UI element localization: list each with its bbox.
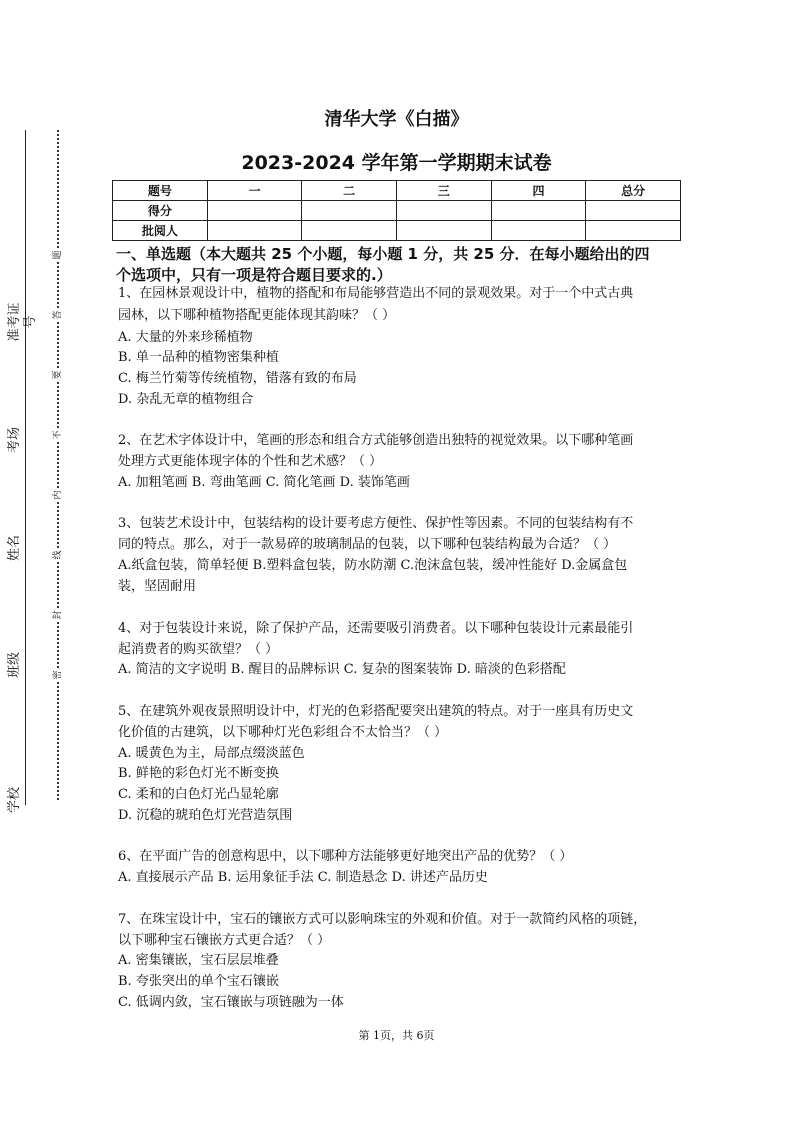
- question-stem: 2、在艺术字体设计中，笔画的形态和组合方式能够创造出独特的视觉效果。以下哪种笔画: [118, 433, 634, 448]
- seal-char: 线: [53, 550, 63, 560]
- side-label: 考场: [7, 415, 23, 465]
- grader-cell: [586, 221, 681, 241]
- question-line: 处理方式更能体现字体的个性和艺术感？（ ）: [118, 454, 383, 469]
- question-line: A. 暖黄色为主，局部点缀淡蓝色: [118, 746, 305, 761]
- score-cell: [586, 201, 681, 221]
- question-stem: 3、包装艺术设计中，包装结构的设计要考虑方便性、保护性等因素。不同的包装结构有不: [118, 516, 634, 531]
- question-line: A. 简洁的文字说明 B. 醒目的品牌标识 C. 复杂的图案装饰 D. 暗淡的色彩搭配: [118, 662, 566, 677]
- side-label: 班级: [7, 640, 23, 690]
- question-stem: 7、在珠宝设计中，宝石的镶嵌方式可以影响珠宝的外观和价值。对于一款简约风格的项链，: [118, 912, 647, 927]
- question-line: B. 夸张突出的单个宝石镶嵌: [118, 974, 279, 989]
- score-row: [113, 201, 681, 221]
- section-heading: 一、单选题（本大题共 25 个小题，每小题 1 分，共 25 分．在每小题给出的四: [116, 245, 650, 263]
- binding-line: [25, 130, 26, 805]
- score-table: [112, 180, 681, 241]
- score-cell: [491, 201, 586, 221]
- seal-char: 内: [53, 490, 63, 500]
- question-stem: 4、对于包装设计来说，除了保护产品，还需要吸引消费者。以下哪种包装设计元素最能引: [118, 621, 634, 636]
- header-cell: 四: [491, 181, 586, 201]
- seal-char: 答: [53, 310, 63, 320]
- side-label: 姓名: [7, 523, 23, 573]
- question-line: 以下哪种宝石镶嵌方式更合适？（ ）: [118, 933, 331, 948]
- score-cell: [396, 201, 491, 221]
- header-cell: 题号: [113, 181, 208, 201]
- header-cell: 三: [396, 181, 491, 201]
- seal-char: 要: [53, 370, 63, 380]
- question-line: 化价值的古建筑，以下哪种灯光色彩组合不太恰当？（ ）: [118, 725, 448, 740]
- grader-cell: [302, 221, 397, 241]
- section-heading: 个选项中，只有一项是符合题目要求的.）: [116, 266, 392, 284]
- question-stem: 1、在园林景观设计中，植物的搭配和布局能够营造出不同的景观效果。对于一个中式古典: [118, 286, 634, 301]
- question-stem: 6、在平面广告的创意构思中，以下哪种方法能够更好地突出产品的优势？（ ）: [118, 849, 573, 864]
- row-label: 批阅人: [113, 221, 208, 241]
- question-line: 起消费者的购买欲望？（ ）: [118, 642, 279, 657]
- score-cell: [207, 201, 302, 221]
- grader-cell: [396, 221, 491, 241]
- question-line: D. 沉稳的琥珀色灯光营造氛围: [118, 808, 293, 823]
- grader-row: [113, 221, 681, 241]
- question-line: D. 杂乱无章的植物组合: [118, 392, 254, 407]
- seal-char: 封: [53, 610, 63, 620]
- question-line: C. 柔和的白色灯光凸显轮廓: [118, 787, 279, 802]
- question-line: A.纸盒包装，简单轻便 B.塑料盒包装，防水防潮 C.泡沫盒包装，缓冲性能好 D.金属盒包: [118, 558, 628, 573]
- question-line: A. 直接展示产品 B. 运用象征手法 C. 制造悬念 D. 讲述产品历史: [118, 870, 488, 885]
- seal-char: 题: [53, 250, 63, 260]
- seal-dotted-line: [57, 130, 59, 800]
- header-cell: 二: [302, 181, 397, 201]
- grader-cell: [207, 221, 302, 241]
- question-line: A. 密集镶嵌，宝石层层堆叠: [118, 953, 279, 968]
- score-cell: [302, 201, 397, 221]
- side-label: 准考证号: [7, 297, 23, 347]
- question-line: 同的特点。那么，对于一款易碎的玻璃制品的包装，以下哪种包装结构最为合适？（ ）: [118, 537, 617, 552]
- question-line: 园林，以下哪种植物搭配更能体现其韵味？（ ）: [118, 308, 396, 323]
- grader-cell: [491, 221, 586, 241]
- side-label: 学校: [7, 775, 23, 825]
- question-stem: 5、在建筑外观夜景照明设计中，灯光的色彩搭配要突出建筑的特点。对于一座具有历史文: [118, 704, 634, 719]
- question-line: C. 梅兰竹菊等传统植物，错落有致的布局: [118, 371, 357, 386]
- question-line: A. 加粗笔画 B. 弯曲笔画 C. 简化笔画 D. 装饰笔画: [118, 475, 410, 490]
- question-line: A. 大量的外来珍稀植物: [118, 330, 253, 345]
- seal-char: 密: [53, 670, 63, 680]
- question-line: C. 低调内敛，宝石镶嵌与项链融为一体: [118, 995, 344, 1010]
- score-table-header-row: [113, 181, 681, 201]
- question-line: B. 单一品种的植物密集种植: [118, 350, 279, 365]
- exam-subtitle: 2023-2024 学年第一学期期末试卷: [241, 152, 552, 174]
- question-line: B. 鲜艳的彩色灯光不断变换: [118, 766, 279, 781]
- question-line: 装，坚固耐用: [118, 579, 197, 594]
- page-number: 第 1页，共 6页: [358, 1029, 435, 1042]
- header-cell: 总分: [586, 181, 681, 201]
- header-cell: 一: [207, 181, 302, 201]
- row-label: 得分: [113, 201, 208, 221]
- seal-char: 不: [53, 430, 63, 440]
- exam-title: 清华大学《白描》: [324, 109, 469, 130]
